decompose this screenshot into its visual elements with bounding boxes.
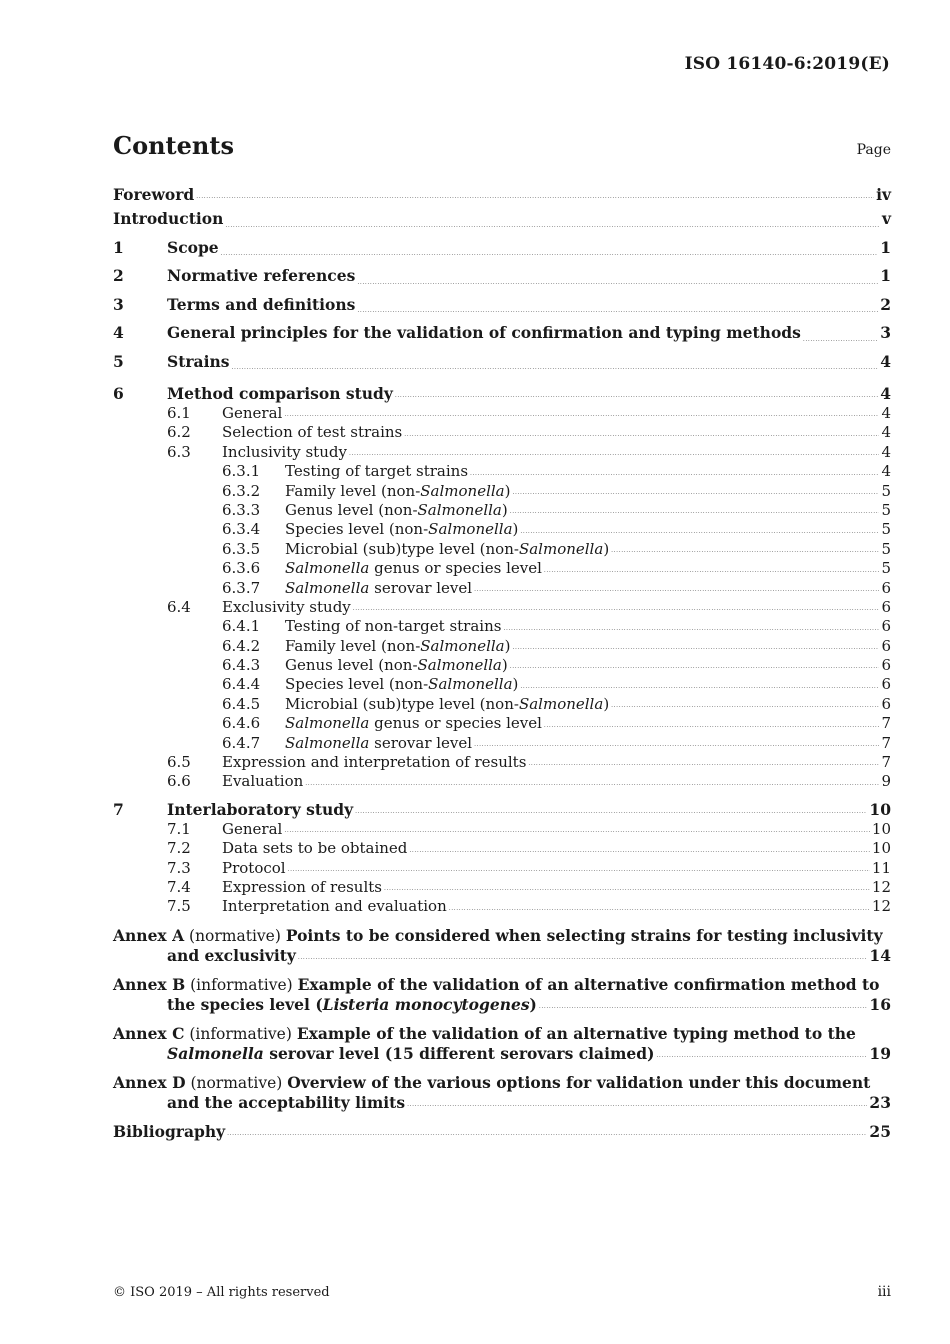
annex-heading-line: [113, 1024, 891, 1044]
dot-leader: [231, 365, 878, 371]
toc-entry-page: 1: [880, 266, 891, 285]
dot-leader: [395, 393, 878, 399]
toc-entry-number: 6.3.2: [222, 481, 261, 500]
dot-leader: [357, 280, 878, 286]
toc-entry-number: 6.3.5: [222, 539, 261, 558]
toc-entry-title: Species level (non-Salmonella): [285, 675, 519, 694]
annex-title-line: [113, 946, 891, 966]
annex-title-cont: the species level (Listeria monocytogenes): [167, 994, 537, 1014]
dot-leader: [196, 194, 874, 200]
toc-entry-title: Foreword: [113, 185, 195, 204]
dot-leader: [544, 723, 880, 729]
toc-title: Contents: [113, 131, 234, 160]
annex-title-cont: Salmonella serovar level (15 different serovars claimed): [167, 1043, 655, 1063]
toc-entry-page: 6: [881, 656, 891, 675]
toc-entry-6-4-5[interactable]: [113, 695, 891, 714]
toc-entry-title: Salmonella serovar level: [285, 733, 473, 752]
toc-entry-page: 11: [871, 858, 891, 877]
toc-entry-title: Introduction: [113, 209, 224, 228]
dot-leader: [449, 906, 870, 912]
toc-entry-6-3[interactable]: [113, 443, 891, 462]
toc-entry-number: 7.3: [167, 858, 191, 877]
toc-entry-title: Salmonella serovar level: [285, 578, 473, 597]
dot-leader: [611, 703, 879, 709]
toc-entry-title: Exclusivity study: [222, 597, 351, 616]
toc-entry-title: Species level (non-Salmonella): [285, 520, 519, 539]
toc-entry-title: Microbial (sub)type level (non-Salmonella): [285, 539, 610, 558]
toc-entry-number: 6.4: [167, 597, 191, 616]
annex-title: Example of the validation of an alternative confirmation method to: [297, 974, 880, 994]
annex-title: Overview of the various options for validation under this document: [287, 1072, 871, 1092]
toc-entry-page: 10: [871, 819, 891, 838]
toc-entry-title: Testing of target strains: [285, 462, 469, 481]
toc-entry-number: 6.3.4: [222, 520, 261, 539]
dot-leader: [355, 809, 867, 815]
toc-entry-number: 3: [113, 294, 124, 314]
annex-label: Annex B: [113, 974, 186, 994]
toc-entry-title: Method comparison study: [167, 384, 393, 403]
toc-entry-6-3-2[interactable]: [113, 482, 891, 501]
toc-entry-number: 6.4.2: [222, 636, 261, 655]
toc-entry-6-4-1[interactable]: [113, 617, 891, 636]
dot-leader: [227, 1131, 867, 1137]
toc-entry-title: Selection of test strains: [222, 423, 403, 442]
dot-leader: [510, 509, 880, 515]
annex-type: (normative): [185, 1073, 288, 1092]
toc-entry-title: Expression and interpretation of results: [222, 753, 527, 772]
dot-leader: [298, 955, 868, 961]
toc-entry-number: 7.5: [167, 897, 191, 916]
annex-label: Annex C: [113, 1023, 185, 1043]
toc-entry-page: 12: [871, 877, 891, 896]
toc-entry-number: 4: [113, 323, 124, 342]
toc-entry-page: 9: [881, 772, 891, 791]
dot-leader: [284, 412, 879, 418]
toc-entry-number: 6.4.5: [222, 694, 261, 713]
toc-entry-annex-d[interactable]: [113, 1073, 891, 1113]
toc-entry-page: 3: [880, 323, 891, 342]
toc-entry-title: Family level (non-Salmonella): [285, 636, 511, 655]
toc-entry-6-3-6[interactable]: [113, 559, 891, 578]
toc-entry-number: 6.3.7: [222, 578, 261, 597]
toc-header: [113, 131, 891, 160]
toc-entry-page: 6: [881, 636, 891, 655]
toc-entry-page: 4: [880, 384, 891, 403]
toc-entry-page: 2: [880, 294, 891, 314]
toc-entry-title: Genus level (non-Salmonella): [285, 500, 508, 519]
toc-entry-title: Terms and definitions: [167, 294, 356, 314]
toc-entry-number: 6.3.1: [222, 462, 261, 481]
toc-entry-7[interactable]: [113, 800, 891, 820]
dot-leader: [512, 645, 879, 651]
toc-entry-page: 14: [869, 945, 891, 965]
toc-entry-6-4-4[interactable]: [113, 675, 891, 694]
toc-entry-6-3-5[interactable]: [113, 540, 891, 559]
annex-type: (informative): [185, 975, 298, 994]
toc-entry-7-3[interactable]: [113, 859, 891, 878]
dot-leader: [288, 867, 870, 873]
toc-entry-title: Interlaboratory study: [167, 799, 354, 819]
toc-entry-page: 19: [869, 1043, 891, 1063]
dot-leader: [528, 761, 879, 767]
dot-leader: [305, 781, 879, 787]
toc-entry-6-2[interactable]: [113, 423, 891, 442]
toc-entry-page: 5: [881, 481, 891, 500]
dot-leader: [520, 684, 879, 690]
toc-entry-title: Protocol: [222, 858, 286, 877]
toc-entry-page: 7: [881, 753, 891, 772]
toc-entry-number: 6.5: [167, 753, 191, 772]
toc-entry-title: Genus level (non-Salmonella): [285, 656, 508, 675]
toc-entry-2[interactable]: [113, 262, 891, 291]
table-of-contents: [113, 185, 891, 1142]
toc-entry-4[interactable]: [113, 319, 891, 348]
annex-title-line: [113, 1044, 891, 1064]
annex-heading-line: [113, 926, 891, 946]
toc-entry-page: 4: [881, 462, 891, 481]
toc-entry-6-5[interactable]: [113, 753, 891, 772]
toc-entry-page: 10: [871, 839, 891, 858]
toc-entry-6-3-4[interactable]: [113, 520, 891, 539]
toc-entry-page: 10: [869, 799, 891, 819]
dot-leader: [520, 529, 879, 535]
annex-title-cont: and exclusivity: [167, 945, 296, 965]
toc-entry-title: Data sets to be obtained: [222, 839, 408, 858]
toc-entry-bibliography[interactable]: [113, 1122, 891, 1142]
toc-entry-6[interactable]: [113, 384, 891, 404]
toc-entry-page: 1: [880, 237, 891, 257]
annex-label: Annex A: [113, 925, 185, 945]
toc-entry-page: 4: [880, 351, 891, 371]
annex-heading-line: [113, 1073, 891, 1093]
toc-entry-title: General principles for the validation of confirmation and typing methods: [167, 323, 801, 342]
toc-entry-title: General: [222, 819, 283, 838]
annex-type: (normative): [184, 926, 286, 945]
toc-entry-number: 7.4: [167, 877, 191, 896]
toc-entry-annex-a[interactable]: [113, 926, 891, 966]
toc-entry-6-1[interactable]: [113, 404, 891, 423]
toc-entry-6-4[interactable]: [113, 598, 891, 617]
annex-title: Points to be considered when selecting strains for testing inclusivity: [285, 925, 883, 945]
toc-entry-page: 25: [869, 1121, 891, 1141]
dot-leader: [284, 828, 870, 834]
toc-entry-title: Evaluation: [222, 772, 304, 791]
toc-entry-number: 2: [113, 266, 124, 285]
annex-type: (informative): [184, 1024, 297, 1043]
toc-entry-number: 6.3.3: [222, 500, 261, 519]
toc-entry-number: 1: [113, 237, 124, 257]
toc-entry-page: 5: [881, 500, 891, 519]
toc-entry-page: 6: [881, 578, 891, 597]
dot-leader: [221, 251, 879, 257]
toc-entry-number: 6.4.6: [222, 714, 261, 733]
toc-entry-title: Microbial (sub)type level (non-Salmonella): [285, 694, 610, 713]
toc-entry-title: Expression of results: [222, 877, 382, 896]
toc-entry-number: 6.3.6: [222, 559, 261, 578]
toc-entry-title: Inclusivity study: [222, 442, 347, 461]
toc-entry-7-2[interactable]: [113, 839, 891, 858]
toc-entry-title: Interpretation and evaluation: [222, 897, 447, 916]
toc-entry-page: 7: [881, 733, 891, 752]
document-id: ISO 16140-6:2019(E): [684, 54, 890, 74]
dot-leader: [510, 664, 880, 670]
toc-entry-page: iv: [876, 185, 891, 204]
toc-entry-6-4-2[interactable]: [113, 637, 891, 656]
toc-entry-number: 6.4.4: [222, 675, 261, 694]
toc-entry-title: Scope: [167, 237, 219, 257]
page-number: iii: [877, 1284, 891, 1300]
toc-entry-number: 7: [113, 799, 124, 819]
dot-leader: [611, 548, 879, 554]
toc-entry-page: v: [881, 209, 891, 228]
toc-entry-title: Testing of non-target strains: [285, 617, 502, 636]
toc-entry-page: 4: [881, 404, 891, 422]
dot-leader: [474, 587, 879, 593]
toc-entry-7-4[interactable]: [113, 878, 891, 897]
annex-title-line: [113, 1093, 891, 1113]
toc-entry-page: 6: [881, 694, 891, 713]
annex-title-line: [113, 995, 891, 1015]
toc-entry-page: 6: [881, 617, 891, 636]
toc-entry-number: 6.4.7: [222, 733, 261, 752]
toc-entry-number: 6: [113, 384, 124, 403]
toc-entry-annex-c[interactable]: [113, 1024, 891, 1064]
annex-title-cont: and the acceptability limits: [167, 1092, 406, 1112]
toc-entry-page: 6: [881, 597, 891, 616]
dot-leader: [349, 451, 880, 457]
toc-entry-7-5[interactable]: [113, 897, 891, 916]
toc-entry-page: 4: [881, 442, 891, 461]
toc-entry-page: 7: [881, 714, 891, 733]
toc-entry-foreword[interactable]: [113, 185, 891, 205]
dot-leader: [357, 308, 878, 314]
toc-entry-title: Family level (non-Salmonella): [285, 481, 511, 500]
dot-leader: [503, 626, 879, 632]
toc-entry-6-4-6[interactable]: [113, 714, 891, 733]
dot-leader: [409, 848, 870, 854]
toc-entry-number: 6.6: [167, 772, 191, 791]
toc-entry-page: 5: [881, 559, 891, 578]
dot-leader: [474, 742, 879, 748]
annex-label: Annex D: [113, 1072, 186, 1092]
dot-leader: [404, 432, 879, 438]
toc-entry-6-6[interactable]: [113, 772, 891, 791]
toc-entry-title: General: [222, 404, 283, 422]
toc-entry-1[interactable]: [113, 234, 891, 263]
copyright-notice: © ISO 2019 – All rights reserved: [113, 1285, 330, 1300]
toc-entry-number: 6.4.3: [222, 656, 261, 675]
toc-entry-number: 7.2: [167, 839, 191, 858]
toc-entry-5[interactable]: [113, 348, 891, 377]
toc-entry-title: Strains: [167, 351, 230, 371]
toc-entry-number: 6.3: [167, 442, 191, 461]
toc-entry-7-1[interactable]: [113, 820, 891, 839]
toc-entry-6-3-1[interactable]: [113, 462, 891, 481]
toc-entry-title: Bibliography: [113, 1121, 226, 1141]
toc-entry-number: 5: [113, 351, 124, 371]
toc-entry-page: 4: [881, 423, 891, 442]
dot-leader: [512, 490, 879, 496]
toc-entry-annex-b[interactable]: [113, 975, 891, 1015]
annex-title: Example of the validation of an alternative typing method to the: [296, 1023, 856, 1043]
toc-entry-title: Normative references: [167, 266, 356, 285]
toc-entry-page: 16: [869, 994, 891, 1014]
toc-entry-3[interactable]: [113, 291, 891, 320]
toc-entry-introduction[interactable]: [113, 205, 891, 234]
dot-leader: [407, 1102, 867, 1108]
toc-entry-number: 6.4.1: [222, 617, 261, 636]
toc-entry-number: 6.2: [167, 423, 191, 442]
annex-heading-line: [113, 975, 891, 995]
dot-leader: [544, 568, 880, 574]
toc-entry-6-3-3[interactable]: [113, 501, 891, 520]
toc-entry-page: 6: [881, 675, 891, 694]
toc-entry-page: 23: [869, 1092, 891, 1112]
toc-entry-number: 7.1: [167, 819, 191, 838]
dot-leader: [353, 606, 880, 612]
toc-entry-title: Salmonella genus or species level: [285, 559, 542, 578]
toc-entry-6-4-7[interactable]: [113, 734, 891, 753]
toc-entry-6-3-7[interactable]: [113, 579, 891, 598]
dot-leader: [656, 1053, 867, 1059]
toc-entry-page: 5: [881, 539, 891, 558]
toc-entry-page: 5: [881, 520, 891, 539]
toc-entry-title: Salmonella genus or species level: [285, 714, 542, 733]
dot-leader: [225, 223, 880, 229]
toc-entry-6-4-3[interactable]: [113, 656, 891, 675]
page-footer: [113, 1284, 891, 1300]
dot-leader: [539, 1004, 868, 1010]
toc-entry-page: 12: [871, 897, 891, 916]
dot-leader: [384, 886, 870, 892]
page-column-label: Page: [856, 142, 891, 158]
toc-entry-number: 6.1: [167, 404, 191, 422]
dot-leader: [803, 337, 878, 343]
dot-leader: [470, 471, 879, 477]
